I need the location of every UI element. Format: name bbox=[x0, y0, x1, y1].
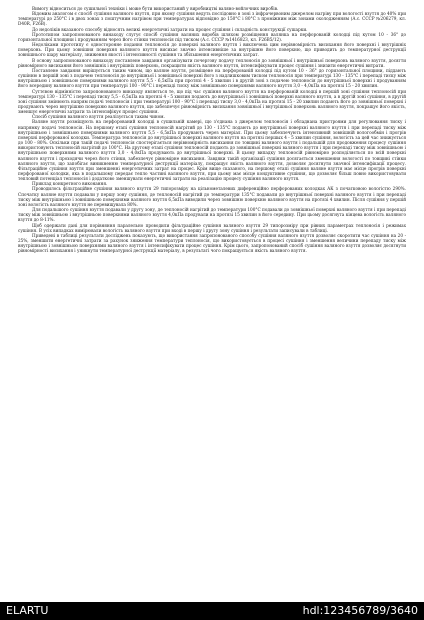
paragraph-12: Проводилось фільтраційне сушіння валяного взуття 29 типорозміру на цільнометалевих диференційно перфорованих колодках АК з початковою вологістю 290%. Спочатку валяне взуття подавали у першу зону сушіння, де теплоносій нагрітий до температури 135°С подавали до внутрішньої поверхні валяного взуття і при перепаді тиску між внутрішньою і зовнішньою поверхнями валяного взуття 6,5кПа виводили через зовнішню поверхню валяного взуття на протязі 4 хвилин. Після сушіння у першій зоні вологість валяного взуття не перевищувала 80%. bbox=[18, 186, 406, 207]
paragraph-6: В основу запропонованого винаходу поставлене завдання організувати почергову подачу теплоносія до зовнішньої і внутрішньої поверхонь валяного взуття, досягти рівномірного висихання його зовнішніх і внутрішніх поверхонь, покращити якість валяного взуття, інтенсифікувати процес сушіння і знизити енергетичні витрати. bbox=[18, 57, 406, 68]
paragraph-1: Вимогу відноситься до сушильної техніки і може бути використаний у виробництві валяно-войлочних виробів. bbox=[32, 6, 279, 11]
paragraph-2: Відомим аналогом є спосіб сушіння валяного взуття, при якому сушіння ведуть послідовно в зоні з інфрачервоним джерелом нагріву при вологості взуття до 40% при температурі до 250°С і в двох зонах з поштучним нагрівом при температурах відповідно до 150°С і 80°С з проміжним між зонами охолодженням (А.с. СССР №206279, кл. D40R, F26B). bbox=[18, 11, 406, 27]
footer-handle-link[interactable]: hdl:123456789/3640 bbox=[302, 604, 418, 617]
paragraph-8: Суттєвою відмінністю запропонованого винаходу являється те, що під час сушіння валяного взуття на перфорованій колодці в першій зоні сушіння теплоносій при температурі 130 - 135°С і перепаді тиску 5,5 - 6,5кПа на протязі 4 - 5 хвилин подають до внутрішньої і зовнішньої поверхні валяного взуття, а в другій зоні сушіння, в другій зоні сушіння змінюють напрям подачі теплоносія і при температурі 100 - 90°С і перепаді тиску 3,0 - 4,0кПа на протязі 15 - 20 хвилин подають його до зовнішньої поверхні і продувають через внутрішню поверхню валяного взуття, що забезпечує рівномірність висихання зовнішньої і внутрішньої поверхонь валяного взуття, покращує його якість, зменшує енергетичні затрати та інтенсифікує процес сушіння. bbox=[18, 88, 406, 115]
paragraph-5: Недоліками прототипу є односторонне подання теплоносія до поверхні валяного взуття і виключена цим нерівномірність висихання його поверхні і внутрішніх поверхонь. При цьому зовнішня поверхня валяного взуття висихає значно інтенсивніше за внутрішню його поверхню, що приводить до температурної деструкції зовнішнього шару матеріалу, зниження якості і інтенсивності сушіння та збільшення енергетичних затрат. bbox=[18, 42, 406, 58]
footer-bar bbox=[0, 602, 424, 620]
paragraph-9: Спосіб сушіння валяного взуття реалізується таким чином. bbox=[32, 114, 165, 120]
footer-repository-label: ELARTU bbox=[6, 604, 49, 617]
paragraph-10: Валяне взуття розміщують на перфорований колодці в сушильній камері, що з'єднана з джерелом теплоносія і обладнана пристроями для регулювання тиску і напрямку подачі теплоносія. На першому етапі сушіння теплоносій нагрітий до 130 - 135°С подають до внутрішньої поверхні валяного взуття і при перепаді тиску між внутрішньою і зовнішньою поверхнями валяного взуття 5,5 - 6,5кПа продувають через матеріал. При цьому забезпечують інтенсивний зовнішній вологообмін і прогрів поверхні перфорованої колодки. Температура теплоносія до внутрішньої поверхні валяного взуття на протязі першых 4 - 5 хвилин сушіння, вологість за цей час знижується до 100 - 80%. Оскільки при такій подачі теплоносія спостерігається нерівномірність висихання по товщині валяного взуття і подальшій для продовження процесу сушіння використовують теплоносій нагрітий до 100°С. На другому етапі сушіння теплоносій подають до зовнішньої поверхні валяного взуття і при перепаді тиску між зовнішньою і внутрішньою поверхнями валяного взуття 3,0 - 4,0кПа продувають до внутрішньої поверхні. В цьому випадку теплоносій рівномірно розподіляється по всій поверхні валяного взуття і проходячи через його стінки, забезпечує рівномірне висихання. Завдяки такій організації сушіння досягається зменшення вологості по товщині стінки валяного взуття, що запобігає виникненню температурної деструкції матеріалу, покращує якість валяного взуття, дозволяє досягнути значної інтенсифікації процесу. Фільтраційне сушіння взуття при зменшенні енергетичних затрат на процес. Крім вище сказаного, на першому етапі сушіння валяне взуття має місце прогрів поверхні перфорованої колодки, яка в подальшому передає тепло частині валяного взуття, при цьому має місце кондуктивне сушіння, що дозволяє більш повно використовувати тепловий потенціал теплоносія і додатково зменшувати енергетичні затрати на реалізацію процесу сушіння валяного взуття. bbox=[18, 119, 406, 182]
paragraph-13: Для подальшого сушіння взуття подавали у другу зону, де теплоносій нагрітий до температури 100°С подавали до зовнішньої поверхні валяного взуття і при перепаді тиску між зовнішньою і внутрішньою поверхнями валяного взуття 4,0кПа продували на протязі 15 хвилин в його середину. При цьому досягнута кінцева вологість валяного взуття до 8-11%. bbox=[18, 207, 406, 223]
paragraph-11: Приклад конкретного виконання. bbox=[32, 181, 108, 187]
paragraph-15: Приведені в таблиці результати досліджень показують, що використання запропонованого способу сушіння валяного взуття дозволяє скоротити час сушіння на 20 - 25%, зменшити енергетичні затрати за рахунок зниження температури теплоносія, що використовується в процесі сушіння і зменшення величини перепаду тиску між внутрішньою і зовнішньою поверхнями валяного взуття і інтенсифікувати процес сушіння. Крім цього, запропонований спосіб сушіння валяного взуття дозволяє досягнути рівномірності висихання і уникнути температурної деструкції матеріалу, в результаті чого покращується якість валяного взуття. bbox=[18, 232, 406, 254]
paragraph-3: До недоліків вказаного способу відносять великі енергетичні затрати на процес сушіння і складність конструкції сушарки. bbox=[32, 26, 308, 32]
paragraph-4: Прототипом запропонованого винаходу слугує спосіб сушіння валяних виробів шляхом розміщення валянка на перфорованій колодці під кутом 10 - 36° до горизонтальної площини і продуванням через його стінки теплоносія під тиском (А.с. СССР №1416823, кл. F26B5/12). bbox=[18, 31, 406, 42]
document-body bbox=[18, 6, 406, 598]
paragraph-14: Щоб одержати дані для порівняння паралельно проводили фільтраційне сушіння валяного взуття 29 типорозміру при рівних параметрах теплоносія і режимах сушіння. В усіх випадках вимірювали вологість валяного взуття при вході в першу і другу зону сушіння і результати записували в таблиці. bbox=[18, 222, 406, 233]
paragraph-7: Поставлене завдання вирішується таким чином, що валяне взуття, розміщене на перфорованій колодці під кутом 10 - 36° до горизонтальної площини, піддають сушінню в першій зоні з подачею теплоносія до внутрішньої і зовнішньої поверхні його з надлишковим тиском теплоносія при температурі 130 - 135°С і перепаді тиску між внутрішньою і зовнішньою поверхнями валяного взуття 5,5 - 6,5кПа при протязі 4 - 5 хвилин і в другій зоні з подачею теплоносія до внутрішньої поверхні і продуванням його всередину валяного взуття при температурі 100 - 90°С і перепаді тиску між зовнішньою поверхнями валяного взуття 3,0 - 4,0кПа на протязі 15 - 20 хвилин. bbox=[18, 67, 406, 89]
